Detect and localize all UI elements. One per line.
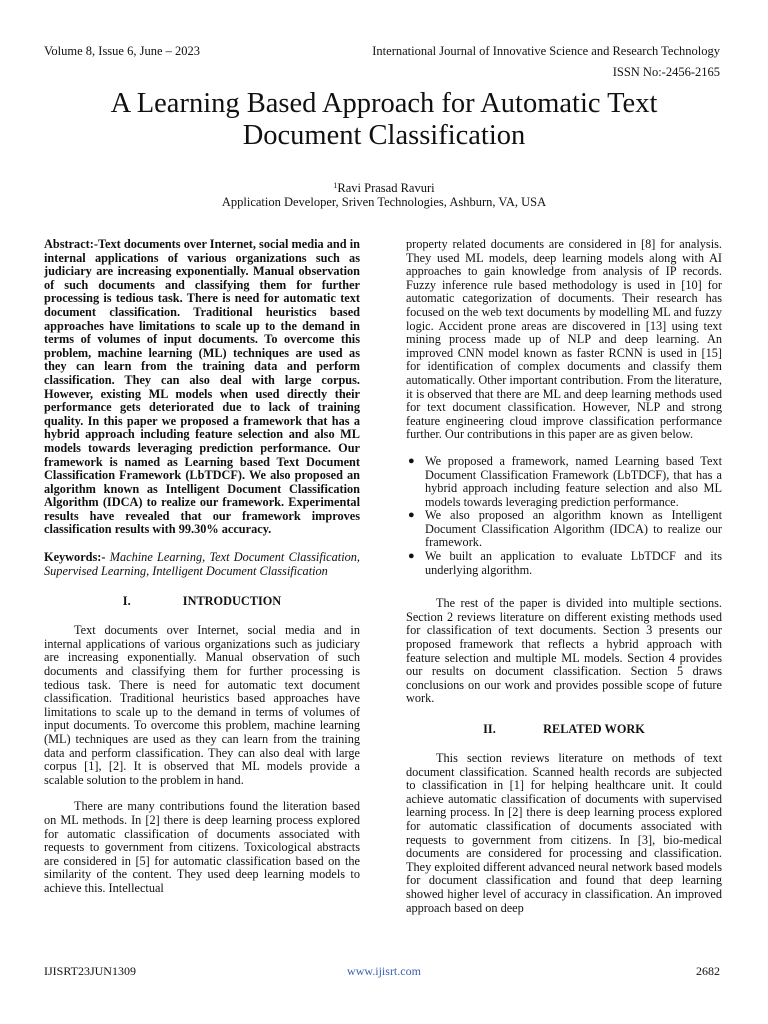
abstract: Abstract:-Text documents over Internet, social media and in internal applications of various organizations such as judiciary are increasing exponentially. Manual observation of such documents and classifying them for further processing is tedious task. There is need for automatic text document classification. Traditional heuristics based approaches have limitations to scale up to the demand in terms of volumes of input documents. To overcome this problem, machine learning (ML) techniques are used as they can learn from the training data and perform classification. They can also deal with large corpus. However, existing ML models when used directly their performance gets deteriorated due to lack of training quality. In this paper we proposed a framework that has a hybrid approach including feature selection and also ML models towards leveraging prediction performance. Our framework is named as Learning based Text Document Classification Framework (LbTDCF). We also proposed an algorithm known as Intelligent Document Classification Algorithm (IDCA) to realize our framework. Experimental results have revealed that our framework improves classification results with 99.30% accuracy. [44,237,360,537]
author-superscript: 1 [333,181,338,190]
list-item: ● We proposed a framework, named Learning based Text Document Classification Framework (LbTDCF), that has a hybrid approach including feature selection and also ML models towards leveraging prediction performance. [408,453,722,509]
journal-url-link[interactable]: www.ijisrt.com [347,964,421,978]
list-item: ● We also proposed an algorithm known as Intelligent Document Classification Algorithm (IDCA) to realize our framework. [408,508,722,550]
journal-name: International Journal of Innovative Science and Research Technology [372,44,720,58]
intro-paragraph-3: The rest of the paper is divided into multiple sections. Section 2 reviews literature on different existing methods used for classification of text documents. Section 3 presents our proposed framework that reflects a hybrid approach with feature selection and multiple ML models. Section 4 provides our results on document classification. Section 5 draws conclusions on our work and provides possible scope of future work. [406,596,722,706]
list-item: ● We built an application to evaluate LbTDCF and its underlying algorithm. [408,549,722,577]
intro-paragraph-2: There are many contributions found the literation based on ML methods. In [2] there is deep learning process explored for automatic classification of documents associated with requests to government from citizens. Toxicological abstracts are considered in [5] for automatic classification based on the similarity of the content. They used deep learning models to achieve this. Intellectual [44,799,360,895]
related-paragraph-1: This section reviews literature on methods of text document classification. Scanned health records are subjected to classification in [1] for helping healthcare unit. It could achieve automatic classification of documents with supervised learning process. In [2] there is deep learning process explored for automatic classification of documents associated with requests to government from citizens. In [3], bio-medical documents are considered for processing and classification. They exploited different advanced neural network based models for document classification and found that deep learning showed higher level of accuracy in classification. An improved approach based on deep [406,751,722,915]
keywords-text: Machine Learning, Text Document Classification, Supervised Learning, Intelligent Document Classification [44,550,360,578]
paper-title-line2: Document Classification [242,120,526,151]
page-number: 2682 [696,964,720,978]
section-title: RELATED WORK [543,722,645,736]
author-affiliation: Application Developer, Sriven Technologies, Ashburn, VA, USA [221,195,547,209]
section-heading-related-work [406,722,722,736]
volume-issue: Volume 8, Issue 6, June – 2023 [44,44,201,58]
section-heading-introduction [44,594,360,608]
intro-paragraph-1: Text documents over Internet, social media and in internal applications of various organizations such as judiciary are increasing exponentially. Manual observation of such documents and classifying them for further processing is tedious task. There is need for automatic text document classification. Traditional heuristics based approaches have limitations to scale up to the demand in terms of volumes of input documents. To overcome this problem, machine learning (ML) techniques are used as they can learn from the training data and perform classification. They can also deal with large corpus [1], [2]. It is observed that ML models provide a scalable solution to the problem in hand. [44,623,360,787]
intro-paragraph-2-continued: property related documents are considered in [8] for analysis. They used ML models, deep learning models along with AI approaches to gain knowledge from analysis of IP records. Fuzzy inference rule based methodology is used in [10] for automatic categorization of documents. Their research has focused on the web text documents by modelling ML and fuzzy logic. Accident prone areas are discovered in [13] using text mining process made up of NLP and deep learning. An improved CNN model known as faster RCNN is used in [15] for identification of complex documents and classify them automatically. Other important contribution. From the literature, it is observed that there are ML and deep learning methods used for text document classification. However, NLP and strong feature engineering cloud improve classification performance further. Our contributions in this paper are as given below. [406,237,722,442]
keywords [44,551,360,578]
right-column [406,238,722,915]
bullet-icon: ● [408,550,415,563]
section-title: INTRODUCTION [182,594,282,609]
issn: ISSN No:-2456-2165 [612,65,720,79]
paper-id: IJISRT23JUN1309 [44,964,136,978]
section-number: II. [483,722,496,736]
bullet-icon: ● [408,454,415,467]
left-column [44,238,360,896]
keywords-label: Keywords:- [44,550,106,565]
author-line [40,178,728,196]
paper-title [40,88,728,152]
author-name: Ravi Prasad Ravuri [337,181,435,195]
paper-title-line1: A Learning Based Approach for Automatic Text [110,88,658,119]
bullet-icon: ● [408,509,415,522]
contributions-list [406,455,722,577]
section-number: I. [122,594,131,609]
